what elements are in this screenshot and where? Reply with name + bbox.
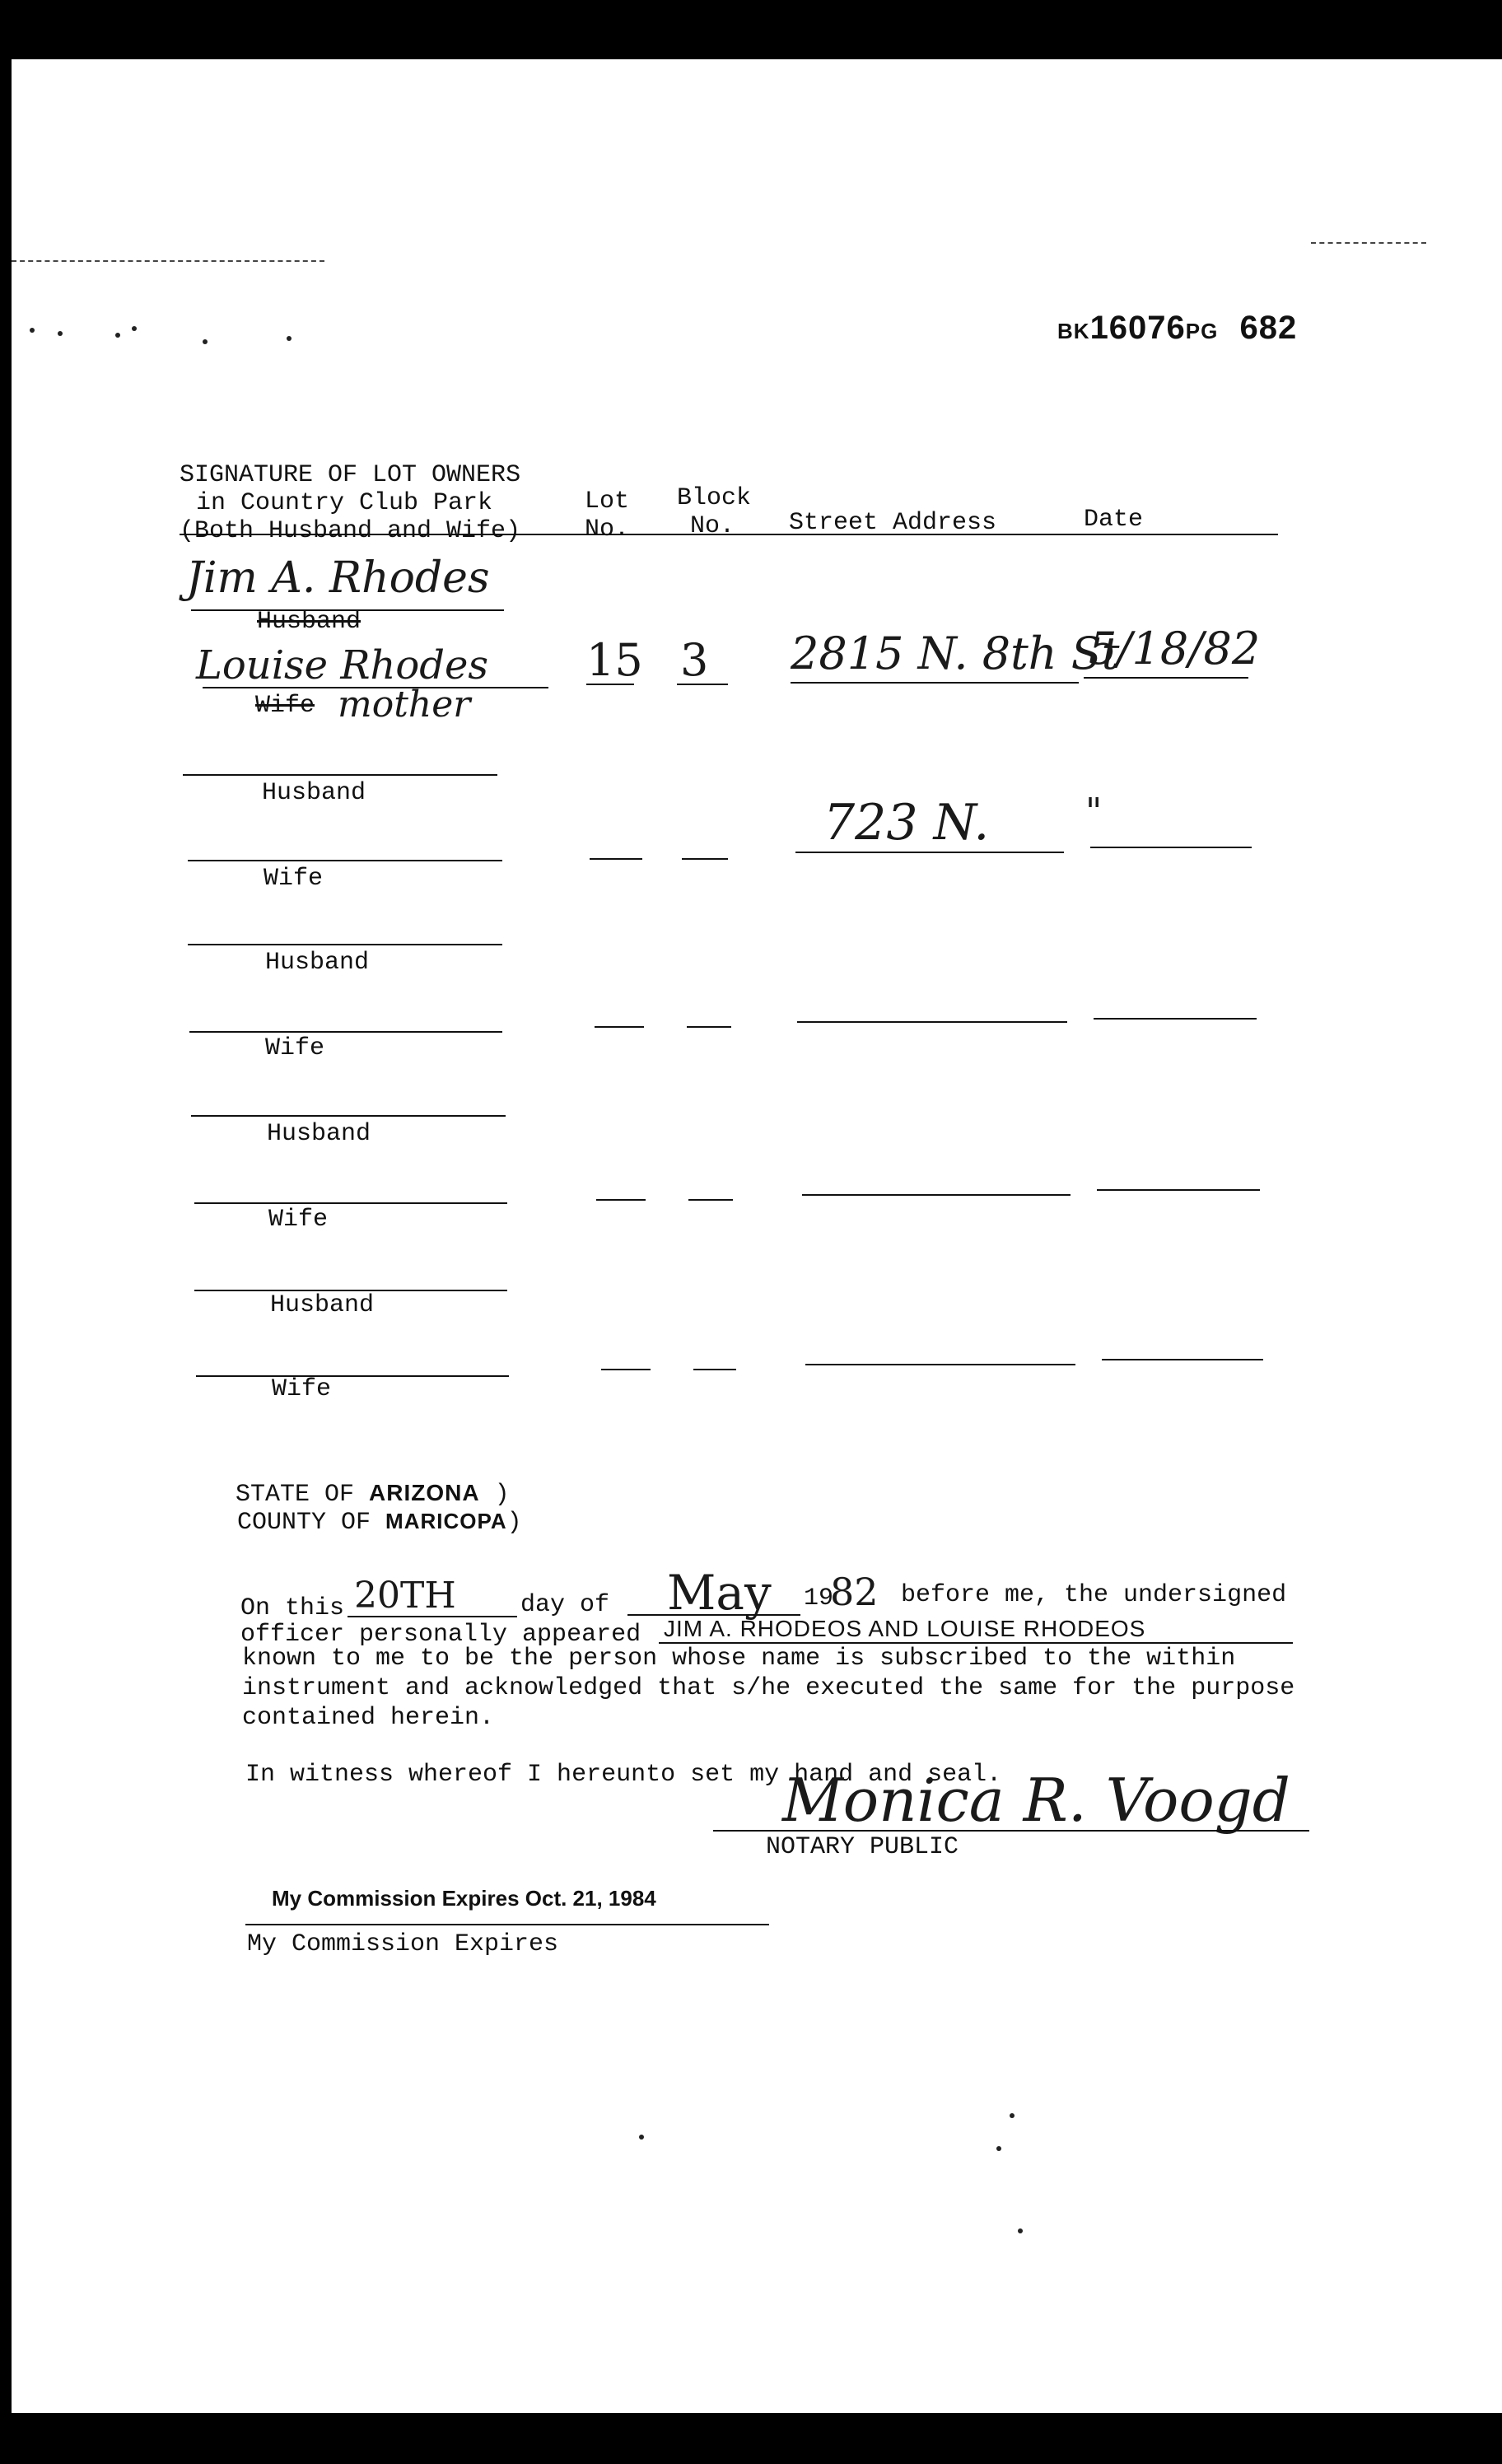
scan-speck: [287, 336, 292, 341]
block-line-2: [682, 858, 728, 860]
scan-speck: [132, 326, 137, 331]
notary-public-label: NOTARY PUBLIC: [766, 1833, 959, 1861]
body-line: known to me to be the person whose name is subscribed to the within: [242, 1645, 1236, 1673]
wife-label-5: Wife: [272, 1375, 332, 1403]
husband-line-2: [183, 774, 497, 776]
husband-line-4: [191, 1115, 506, 1117]
lot-line-1: [586, 684, 634, 685]
block-line-1: [677, 684, 728, 685]
county-line: COUNTY OF MARICOPA): [237, 1509, 522, 1537]
stamp-pg: PG: [1185, 319, 1219, 343]
body-line: instrument and acknowledged that s/he executed the same for the purpose: [242, 1674, 1295, 1702]
lot-line-4: [596, 1199, 646, 1201]
street-line-2: [795, 852, 1064, 853]
header-rule: [180, 534, 1278, 535]
title-line: (Both Husband and Wife): [180, 517, 521, 545]
day-of-label: day of: [520, 1591, 610, 1619]
notary-body: [242, 1644, 1294, 1733]
date-line-3: [1094, 1018, 1257, 1020]
date-mark-2: ": [1085, 791, 1103, 833]
wife-line-4: [194, 1202, 507, 1204]
wife-label-2: Wife: [264, 865, 324, 893]
wife-label-3: Wife: [265, 1034, 325, 1062]
witness-text: In witness whereof I hereunto set my hand and seal.: [245, 1761, 1002, 1789]
scan-speck: [1018, 2228, 1023, 2233]
wife-line-2: [188, 860, 502, 861]
officer-text: officer personally appeared: [240, 1621, 641, 1649]
wife-label-4: Wife: [268, 1206, 329, 1234]
husband-label-1: Husband: [257, 608, 362, 636]
county-value: MARICOPA: [385, 1509, 507, 1533]
street-line-5: [805, 1364, 1075, 1365]
street-line-1: [791, 682, 1079, 684]
month-value: May: [667, 1565, 772, 1621]
scan-speck: [115, 333, 120, 338]
date-line-4: [1097, 1189, 1260, 1191]
recording-stamp: [1057, 310, 1297, 347]
block-column-header: [677, 484, 751, 540]
day-value: 20TH: [354, 1575, 456, 1617]
husband-label-4: Husband: [267, 1120, 371, 1148]
stamp-page-number: 682: [1239, 310, 1298, 346]
date-line-2: [1090, 847, 1252, 848]
husband-line-3: [188, 944, 502, 945]
scan-speck: [639, 2135, 644, 2140]
block-line-3: [687, 1026, 731, 1028]
street-line-3: [797, 1021, 1067, 1023]
block-line-4: [688, 1199, 733, 1201]
scan-speck: [996, 2146, 1001, 2151]
year-value: 82: [830, 1570, 879, 1614]
wife-note-1: mother: [338, 684, 471, 726]
date-line-1: [1084, 677, 1248, 679]
title-line: in Country Club Park: [196, 489, 493, 517]
scan-speck: [30, 328, 35, 333]
title-line: SIGNATURE OF LOT OWNERS: [180, 461, 521, 489]
husband-label-2: Husband: [262, 779, 366, 807]
scan-artifact-line: [1311, 242, 1426, 244]
block-line-5: [693, 1369, 736, 1370]
commission-line: [245, 1924, 769, 1925]
col-header-line: Lot: [585, 488, 630, 516]
street-value-1: 2815 N. 8th St: [791, 628, 1120, 679]
scan-paper-top: [12, 59, 1502, 257]
lot-value-1: 15: [586, 634, 643, 686]
stamp-book-number: 16076: [1089, 310, 1186, 346]
state-line: STATE OF ARIZONA ): [236, 1480, 510, 1509]
commission-label: My Commission Expires: [247, 1930, 559, 1958]
street-value-2: 723 N.: [823, 794, 990, 852]
day-line: [348, 1616, 517, 1617]
col-header-line: No.: [690, 512, 735, 540]
state-value: ARIZONA: [369, 1480, 480, 1505]
scan-speck: [1010, 2113, 1015, 2118]
body-line: contained herein.: [242, 1704, 495, 1732]
wife-signature-1: Louise Rhodes: [196, 642, 489, 688]
lot-line-2: [590, 858, 642, 860]
block-value-1: 3: [680, 634, 709, 686]
stamp-prefix: BK: [1057, 319, 1090, 343]
street-line-4: [802, 1194, 1071, 1196]
appeared-names: JIM A. RHODEOS AND LOUISE RHODEOS: [664, 1616, 1146, 1641]
notary-signature: Monica R. Voogd: [782, 1766, 1290, 1835]
street-column-header: Street Address: [789, 509, 997, 537]
date-value-1: 5/18/82: [1089, 623, 1261, 674]
year-prefix: 19: [804, 1584, 834, 1612]
before-me-text: before me, the undersigned: [901, 1581, 1287, 1609]
col-header-line: Block: [677, 484, 752, 512]
county-label: COUNTY OF: [237, 1509, 371, 1537]
scan-speck: [58, 331, 63, 336]
wife-line-5: [196, 1375, 509, 1377]
on-this-label: On this: [240, 1594, 345, 1622]
state-label: STATE OF: [236, 1481, 355, 1509]
table-title: [180, 461, 520, 545]
date-line-5: [1102, 1359, 1263, 1360]
notary-signature-line: [713, 1830, 1309, 1832]
lot-line-5: [601, 1369, 651, 1370]
commission-stamp: My Commission Expires Oct. 21, 1984: [272, 1886, 656, 1911]
wife-line-3: [189, 1031, 502, 1033]
scan-artifact-line: [12, 260, 324, 262]
col-header-line: No.: [585, 516, 630, 544]
scan-speck: [203, 339, 208, 344]
scan-border-bottom: [0, 2413, 1502, 2464]
date-column-header: Date: [1084, 506, 1144, 534]
husband-label-5: Husband: [270, 1291, 375, 1319]
lot-line-3: [595, 1026, 644, 1028]
husband-label-3: Husband: [265, 949, 370, 977]
wife-label-1: Wife: [255, 692, 315, 720]
scan-border-left: [0, 0, 12, 2464]
husband-signature-1: Jim A. Rhodes: [186, 553, 490, 603]
